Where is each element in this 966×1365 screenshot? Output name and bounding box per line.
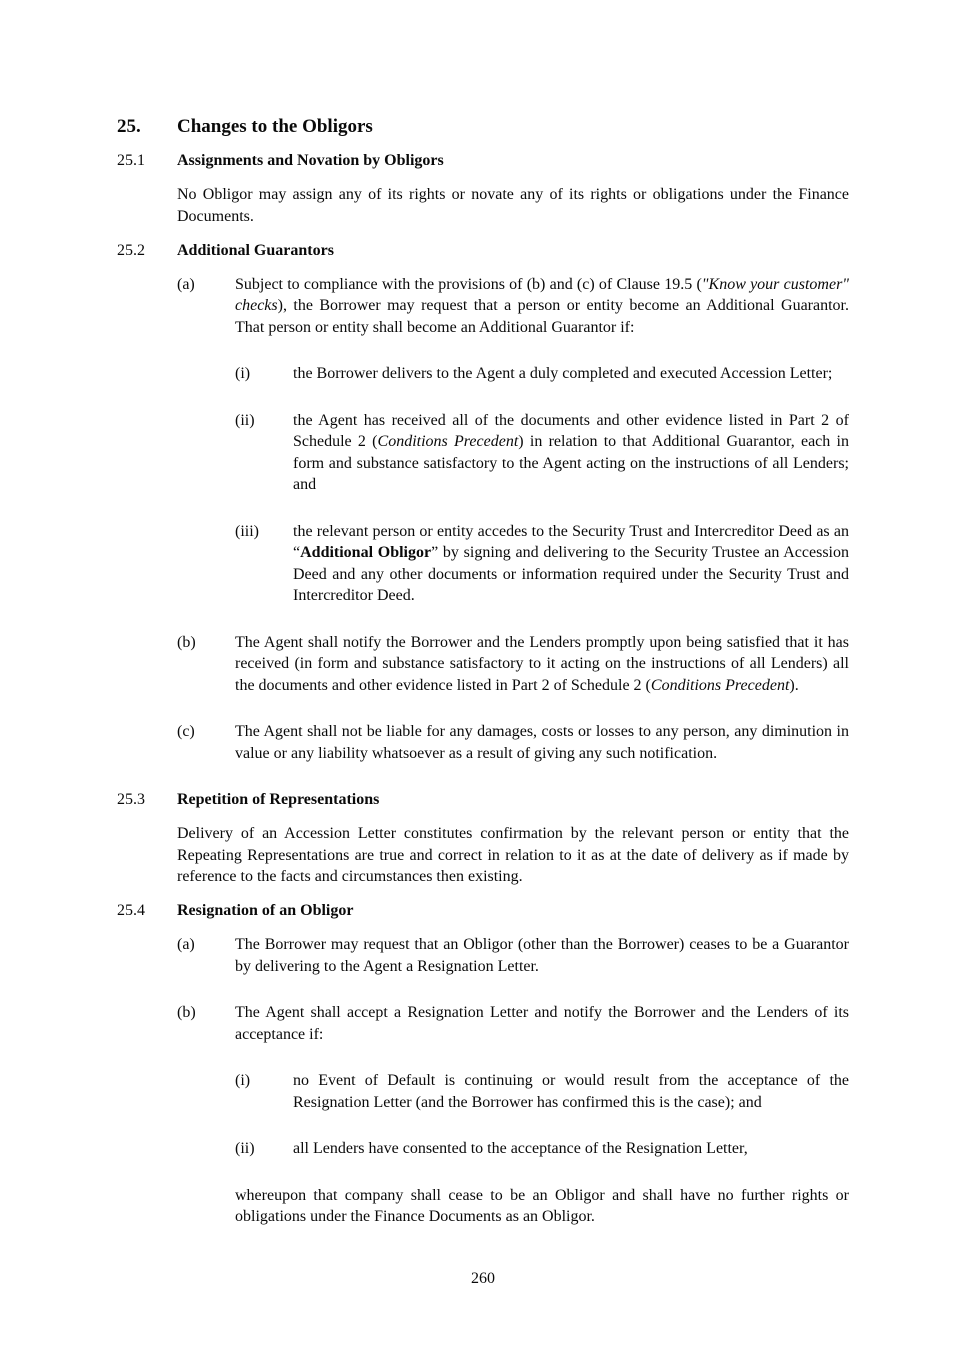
list-item-text: the Borrower delivers to the Agent a duly completed and executed Accession Letter; [293,365,833,382]
bold-text-run: Additional Obligor [300,544,432,561]
italic-text-run: Conditions Precedent [377,433,519,450]
section-25-3-body: Delivery of an Accession Letter constitutes confirmation by the relevant person or entity that the Repeating Representations are true and correct in relation to it as at the date of delivery as if made by reference to the facts and circumstances then existing. [177,825,849,885]
text-run: ” by signing and delivering to the Security Trustee an Accession Deed and any other documents or information required under the Security Trust and Intercreditor Deed. [293,544,849,604]
section-heading-25-3 [117,789,849,811]
section-title: Additional Guarantors [177,241,334,259]
list-label: (iii) [235,522,259,540]
section-heading-25-2 [117,240,849,262]
list-item-ii [235,1138,849,1172]
section-title: Assignments and Novation by Obligors [177,152,444,169]
list-item-i [235,1070,849,1126]
page-footer [0,1268,966,1290]
clause-title: Changes to the Obligors [177,116,373,137]
list-item-text: The Agent shall not be liable for any damages, costs or losses to any person, any diminution in value or any liability whatsoever as a result of giving any such notification. [235,723,849,762]
list-item-text [293,410,849,496]
clause-number: 25. [117,116,141,137]
section-number: 25.3 [117,791,145,808]
text-run: the Agent has received all of the documents and other evidence listed in Part 2 of Schedule 2 ( [293,411,849,450]
list-item-iii [235,521,849,620]
text-run: ). [789,676,799,694]
list-item-a [177,274,849,351]
list-item-a [177,934,849,990]
text-run: Subject to compliance with the provisions of (b) and (c) of Clause 19.5 ( [235,275,702,293]
list-label: (ii) [235,1140,255,1157]
list-item-text [235,632,849,697]
section-title: Resignation of an Obligor [177,902,354,919]
list-item-text: all Lenders have consented to the acceptance of the Resignation Letter, [293,1140,748,1157]
list-label: (c) [177,723,195,740]
section-title: Repetition of Representations [177,791,380,808]
section-heading-25-1 [117,150,849,172]
list-label: (i) [235,1072,251,1089]
text-run: the relevant person or entity accedes to the Security Trust and Intercreditor Deed as an “ [293,522,849,561]
text-run: ), the Borrower may request that a person or entity become an Additional Guarantor. That person or entity shall become an Additional Guarantor if: [235,297,849,336]
list-label: (i) [235,365,251,382]
list-label: (b) [177,1004,196,1021]
text-run: The Agent shall notify the Borrower and the Lenders promptly upon being satisfied that it has received (in form and substance satisfactory to it acting on the instructions of all Lenders) all the documents and other evidence listed in Part 2 of Schedule 2 ( [235,633,849,694]
list-item-text: The Borrower may request that an Obligor (other than the Borrower) ceases to be a Guarantor by delivering to the Agent a Resignation Letter. [235,936,849,975]
list-label: (ii) [235,411,255,429]
list-item-ii [235,410,849,509]
list-item-text: no Event of Default is continuing or would result from the acceptance of the Resignation Letter (and the Borrower has confirmed this is the case); and [293,1072,849,1111]
list-item-text: The Agent shall accept a Resignation Letter and notify the Borrower and the Lenders of its acceptance if: [235,1004,849,1043]
list-label: (b) [177,633,196,651]
italic-text-run: "Know your customer" checks [235,275,850,314]
section-25-1-body: No Obligor may assign any of its rights or novate any of its rights or obligations under the Finance Documents. [177,186,849,225]
section-heading-25-4 [117,900,849,922]
italic-text-run: Conditions Precedent [650,676,790,694]
list-item-b [177,1002,849,1058]
list-item-i [235,363,849,397]
list-item-c [177,721,849,777]
list-label: (a) [177,275,195,293]
page-number: 260 [471,1270,495,1287]
list-label: (a) [177,936,195,953]
closing-paragraph: whereupon that company shall cease to be an Obligor and shall have no further rights or obligations under the Finance Documents as an Obligor. [235,1186,849,1225]
list-item-text [235,274,849,339]
text-run: ) in relation to that Additional Guarantor, each in form and substance satisfactory to the Agent acting on the instructions of all Lenders; and [293,433,849,493]
section-number: 25.2 [117,241,145,259]
list-item-b [177,632,849,709]
list-item-text [293,521,849,607]
section-number: 25.1 [117,152,145,169]
section-number: 25.4 [117,902,145,919]
clause-heading [117,116,849,138]
